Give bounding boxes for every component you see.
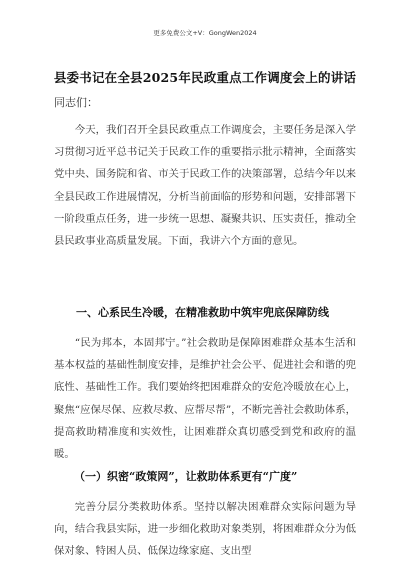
paragraph-section-1: “民为邦本，本固邦宁。”社会救助是保障困难群众基本生活和基本权益的基础性制度安排，是维护社会公平、促进社会和谐的兜底性、基础性工作。我们要始终把困难群众的安危冷暖放在心上，聚焦“应保尽保、应救尽救、应帮尽帮”，不断完善社会救助体系，提高救助精准度和实效性，让困难群众真切感受到党和政府的温暖。 — [54, 337, 356, 461]
paragraph-intro: 今天，我们召开全县民政重点工作调度会，主要任务是深入学习贯彻习近平总书记关于民政工作的重要指示批示精神，全面落实党中央、国务院和省、市关于民政工作的决策部署，总结今年以来全县民政工作进展情况，分析当前面临的形势和问题，安排部署下一阶段重点任务，进一步统一思想、凝聚共识、压实责任，推动全县民政事业高质量发展。下面，我讲六个方面的意见。 — [54, 124, 356, 248]
header-note: 更多免费公文+V：GongWen2024 — [153, 29, 257, 37]
section-heading-1: 一、心系民生冷暖，在精准救助中筑牢兜底保障防线 — [76, 306, 329, 319]
paragraph-subsection-1: 完善分层分类救助体系。坚持以解决困难群众实际问题为导向，结合我县实际，进一步细化救助对象类别，将困难群众分为低保对象、特困人员、低保边缘家庭、支出型 — [54, 501, 356, 558]
salutation: 同志们： — [54, 96, 98, 109]
subsection-heading-1: （一）织密“政策网”，让救助体系更有“广度” — [74, 470, 298, 483]
document-title: 县委书记在全县2025年民政重点工作调度会上的讲话 — [53, 70, 357, 85]
